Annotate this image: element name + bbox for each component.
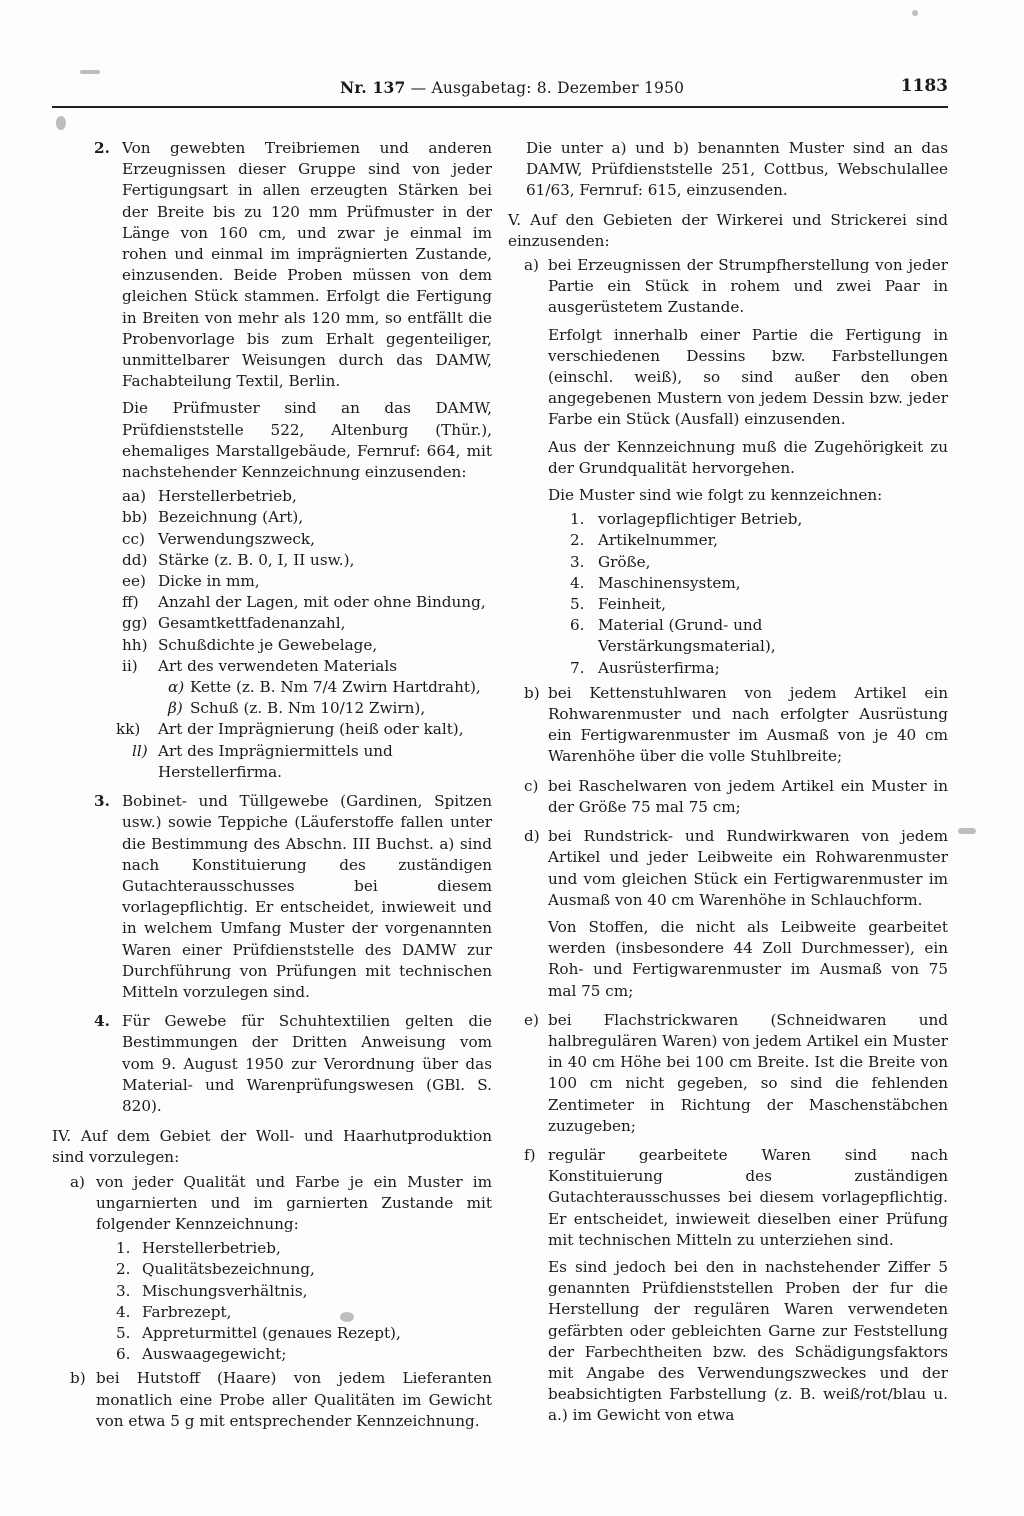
list-label: hh) [122,635,148,654]
list-label: 5. [116,1323,131,1342]
section-heading: V. Auf den Gebieten der Wirkerei und Strickerei sind einzusenden: [508,210,948,250]
section-iv-a [52,1172,492,1366]
section-v [508,210,948,1427]
header-separator: — [410,79,427,97]
issue-line [340,78,684,97]
section-heading: IV. Auf dem Gebiet der Woll- und Haarhutproduktion sind vorzulegen: [52,1127,492,1167]
list-label: ff) [122,593,139,612]
paragraph: bei Erzeugnissen der Strumpfherstellung von jeder Partie ein Stück in rohem und zwei Paar in ausgerüstetem Zustande. [548,256,948,317]
list-label: ii) [122,656,138,675]
paragraph: Für Gewebe für Schuhtextilien gelten die Bestimmungen der Dritten Anweisung vom vom 9. August 1950 zur Verordnung über das Material- und Warenprüfungswesen (GBl. S. 820). [122,1012,492,1115]
list-item [116,1323,492,1344]
list-item [116,1302,492,1323]
paragraph: Die unter a) und b) benannten Muster sind an das DAMW, Prüfdienststelle 251, Cottbus, Webschulallee 61/63, Fernruf: 615, einzusenden. [526,139,948,200]
left-column [52,138,492,1432]
marking-list [116,486,492,783]
paragraph: von jeder Qualität und Farbe je ein Muster im ungarnierten und im garnierten Zustande mit folgender Kennzeichnung: [96,1172,492,1233]
list-item [116,1344,492,1365]
list-item [116,1259,492,1280]
list-label: 1. [570,510,585,529]
list-item [122,486,492,507]
list-text: Verwendungszweck, [158,529,315,548]
list-label: ee) [122,572,146,591]
section-v-c [508,776,948,818]
list-label: 5. [570,595,585,614]
list-text: Maschinensystem, [598,573,741,592]
section-v-a [508,255,948,679]
list-label: 6. [116,1345,131,1364]
list-text: Anzahl der Lagen, mit oder ohne Bindung, [158,593,486,612]
list-text: Feinheit, [598,595,666,614]
list-item [570,509,948,530]
list-item [122,698,492,719]
list-item [116,1238,492,1259]
paragraph: Die Prüfmuster sind an das DAMW, Prüfdienststelle 522, Altenburg (Thür.), ehemaliges Marstallgebäude, Fernruf: 664, mit nachstehender Kennzeichnung einzusenden: [122,399,492,482]
list-label: aa) [122,487,147,506]
list-text: Kette (z. B. Nm 7/4 Zwirn Hartdraht), [190,678,481,697]
list-item [122,507,492,528]
list-text: Auswaagegewicht; [142,1345,287,1364]
list-text: Gesamtkettfadenanzahl, [158,614,346,633]
list-text: Material (Grund- und Verstärkungsmaterial), [598,616,776,656]
list-item [122,529,492,550]
list-label: gg) [122,614,148,633]
item-number: 4. [94,1012,110,1031]
paragraph: Von gewebten Treibriemen und anderen Erzeugnissen dieser Gruppe sind von jeder Fertigungsart in allen erzeugten Stärken bei der Breite bis zu 120 mm Prüfmuster in der Länge von 160 cm, und zwar je einmal im rohen und einmal im imprägnierten Zustande, einzusenden. Beide Proben müssen von dem gleichen Stück stammen. Erfolgt die Fertigung in Breiten von mehr als 120 mm, so entfällt die Probenvorlage bis zum Erhalt gegenteiliger, unmittelbarer Weisungen durch das DAMW, Fachabteilung Textil, Berlin. [122,139,492,391]
list-text: Farbrezept, [142,1302,232,1321]
list-label: 3. [116,1281,131,1300]
item-label: d) [524,827,540,846]
list-item [122,741,492,783]
list-item [570,573,948,594]
list-item [570,594,948,615]
page-number: 1183 [900,76,948,96]
item-label: f) [524,1145,536,1164]
list-label: kk) [116,720,141,739]
list-text: Art der Imprägnierung (heiß oder kalt), [158,720,464,739]
section-iv-b [52,1368,492,1432]
list-label: 2. [570,531,585,550]
paragraph: bei Raschelwaren von jedem Artikel ein Muster in der Größe 75 mal 75 cm; [548,776,948,816]
scan-speck [80,70,100,74]
list-item [122,550,492,571]
section-iv [52,1126,492,1432]
list-text: Größe, [598,552,651,571]
list-label: α) [168,678,185,697]
page-header [50,78,948,104]
list-label: cc) [122,529,145,548]
list-label: 1. [116,1239,131,1258]
marking-list [96,1238,492,1365]
paragraph: bei Hutstoff (Haare) von jedem Lieferanten monatlich eine Probe aller Qualitäten im Gewicht von etwa 5 g mit entsprechender Kennzeichnung. [96,1369,492,1430]
scan-speck [56,116,66,130]
list-label: 6. [570,616,585,635]
paragraph: bei Flachstrickwaren (Schneidwaren und halbregulären Waren) von jedem Artikel ein Muster in 40 cm Höhe bei 100 cm Breite. Ist die Breite von 100 cm nicht gegeben, so sind die fehlenden Zentimeter in Richtung der Maschenstäbchen zuzugeben; [548,1010,948,1135]
list-text: Ausrüsterfirma; [598,658,720,677]
list-label: ll) [132,741,148,760]
paragraph: bei Kettenstuhlwaren von jedem Artikel ein Rohwarenmuster und nach erfolgter Ausrüstung ein Fertigwarenmuster im Ausmaß von je 40 cm Warenhöhe über die volle Stuhlbreite; [548,683,948,766]
issue-number: Nr. 137 [340,78,406,97]
right-column [508,138,948,1427]
item-label: b) [524,683,540,702]
item-label: e) [524,1010,539,1029]
list-text: vorlagepflichtiger Betrieb, [598,510,803,529]
item-3 [52,791,492,1003]
list-item [122,571,492,592]
marking-list [548,509,948,679]
list-text: Appreturmittel (genaues Rezept), [142,1323,401,1342]
list-item [570,530,948,551]
item-number: 2. [94,139,110,157]
list-label: dd) [122,550,148,569]
list-label: 2. [116,1260,131,1279]
list-item [116,719,492,740]
list-text: Schuß (z. B. Nm 10/12 Zwirn), [190,699,426,718]
paragraph: Es sind jedoch bei den in nachstehender Ziffer 5 genannten Prüfdienststellen Proben der fur die Herstellung der regulären Waren verwendeten gefärbten oder gebleichten Garne zur Feststellung der Farbechtheiten bzw. des Schädigungsfaktors mit Angabe des Verwendungszweckes und der beabsichtigten Farbstellung (z. B. weiß/rot/blau u. a.) im Gewicht von etwa [548,1257,948,1425]
item-number: 3. [94,792,110,811]
list-item [570,552,948,573]
list-text: Schußdichte je Gewebelage, [158,635,378,654]
paragraph: regulär gearbeitete Waren sind nach Konstituierung des zuständigen Gutachterausschusses bei diesem vorlagepflichtig. Er entscheidet, inwieweit dieselben einer Prüfung mit technischen Mitteln zu unterziehen sind. [548,1145,948,1249]
list-item [122,592,492,613]
item-label: a) [524,256,539,275]
list-text: Stärke (z. B. 0, I, II usw.), [158,550,355,569]
list-item [570,615,948,657]
paragraph: Erfolgt innerhalb einer Partie die Fertigung in verschiedenen Dessins bzw. Farbstellungen (einschl. weiß), so sind außer den oben angegebenen Mustern von jedem Dessin bzw. jeder Farbe ein Stück (Ausfall) einzusenden. [548,325,948,429]
item-label: b) [70,1369,86,1388]
list-label: 7. [570,658,585,677]
list-item [122,656,492,677]
paragraph: bei Rundstrick- und Rundwirkwaren von jedem Artikel und jeder Leibweite ein Rohwarenmuster und vom gleichen Stück ein Fertigwarenmuster im Ausmaß von 40 cm Warenhöhe in Schlauchform. [548,827,948,909]
list-text: Artikelnummer, [598,531,719,550]
list-label: β) [168,699,183,718]
list-label: bb) [122,508,148,527]
section-v-d [508,826,948,1002]
list-text: Herstellerbetrieb, [142,1239,281,1258]
section-v-b [508,683,948,768]
paragraph: Von Stoffen, die nicht als Leibweite gearbeitet werden (insbesondere 44 Zoll Durchmesser), ein Roh- und Fertigwarenmuster im Ausmaß von 75 mal 75 cm; [548,917,948,1000]
list-item [122,635,492,656]
paragraph: Die Muster sind wie folgt zu kennzeichnen: [548,486,883,505]
paragraph: Aus der Kennzeichnung muß die Zugehörigkeit zu der Grundqualität hervorgehen. [548,437,948,477]
section-v-e [508,1010,948,1137]
list-item [122,613,492,634]
list-text: Qualitätsbezeichnung, [142,1260,315,1279]
list-label: 4. [570,573,585,592]
list-text: Mischungsverhältnis, [142,1281,308,1300]
list-text: Bezeichnung (Art), [158,508,304,527]
item-label: c) [524,776,539,795]
scan-speck [912,10,918,16]
list-item [116,1281,492,1302]
list-text: Dicke in mm, [158,572,260,591]
list-text: Art des verwendeten Materials [158,656,398,675]
list-label: 4. [116,1302,131,1321]
section-v-f [508,1145,948,1427]
list-text: Herstellerbetrieb, [158,487,297,506]
list-item [570,658,948,679]
header-rule [52,106,948,108]
item-label: a) [70,1172,85,1191]
item-4 [52,1011,492,1117]
issue-date: Ausgabetag: 8. Dezember 1950 [431,79,685,97]
list-text: Art des Imprägniermittels und Herstellerfirma. [158,741,393,781]
scan-speck [958,828,976,834]
list-label: 3. [570,552,585,571]
paragraph: Bobinet- und Tüllgewebe (Gardinen, Spitzen usw.) sowie Teppiche (Läuferstoffe fallen unter die Bestimmung des Abschn. III Buchst. a) sind nach Konstituierung des zuständigen Gutachterausschusses bei diesem vorlagepflichtig. Er entscheidet, inwieweit und in welchem Umfang Muster der vorgenannten Waren einer Prüfdienststelle des DAMW zur Durchführung von Prüfungen mit technischen Mitteln vorzulegen sind. [122,792,492,1001]
item-2 [52,138,492,783]
list-item [122,677,492,698]
